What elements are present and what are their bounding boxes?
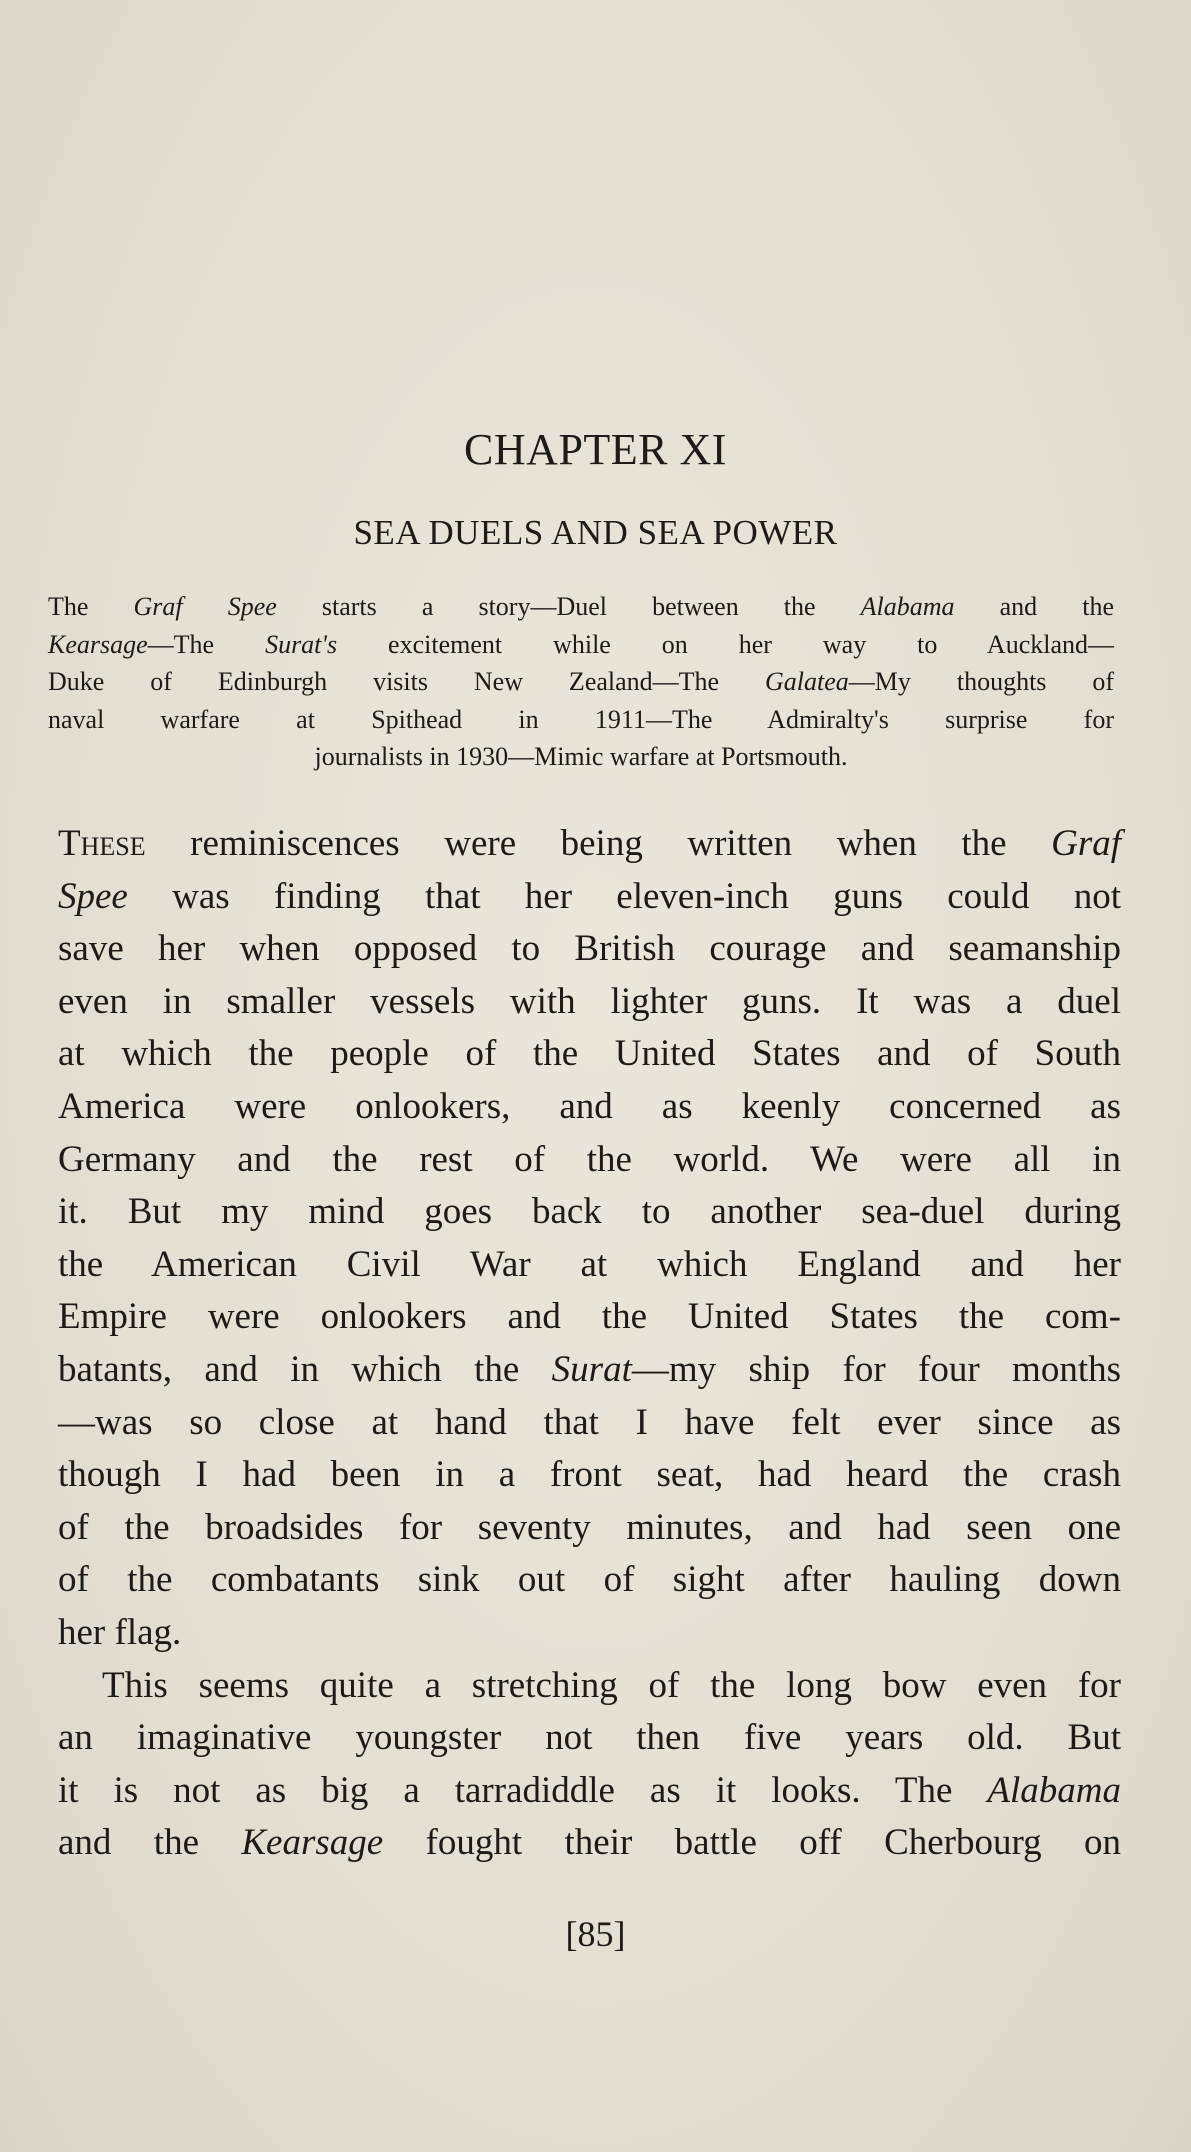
body-line <box>58 1134 1121 1187</box>
text-run: reminiscences were being written when the <box>145 823 1052 864</box>
body-line <box>58 1397 1121 1450</box>
page-number: [85] <box>565 1914 626 1954</box>
synopsis-line <box>48 663 1114 701</box>
italic-run: Kearsage <box>241 1822 384 1864</box>
chapter-number: CHAPTER XI <box>464 425 727 474</box>
italic-run: Alabama <box>860 592 955 621</box>
italic-run: Alabama <box>987 1769 1121 1811</box>
text-run: Empire were onlookers and the United States the com- <box>58 1296 1121 1338</box>
body-line <box>58 1028 1121 1081</box>
text-run: it is not as big a tarradiddle as it looks. The <box>58 1769 988 1811</box>
body-line <box>58 1712 1121 1765</box>
synopsis-line <box>48 701 1114 739</box>
body-line <box>58 1607 1121 1660</box>
text-run: fought their battle off Cherbourg on <box>383 1822 1122 1864</box>
synopsis-line <box>48 738 1114 776</box>
text-run: and the <box>954 592 1114 621</box>
body-line <box>58 1239 1121 1292</box>
text-run: naval warfare at Spithead in 1911—The Admiralty's surprise for <box>48 704 1114 734</box>
text-run: batants, and in which the <box>58 1348 552 1390</box>
italic-run: Galatea <box>765 667 849 697</box>
text-run: America were onlookers, and as keenly concerned as <box>58 1085 1121 1127</box>
body-line <box>58 1186 1121 1239</box>
body-line <box>58 1660 1121 1713</box>
text-run: The <box>48 592 134 621</box>
body-line <box>58 1502 1121 1555</box>
body-line <box>58 1554 1121 1607</box>
small-caps-run: These <box>58 823 146 864</box>
italic-run: Graf Spee <box>133 592 277 621</box>
italic-run: Kearsage <box>48 629 148 659</box>
synopsis-line <box>48 626 1114 664</box>
body-line <box>58 1081 1121 1134</box>
text-run: —My thoughts of <box>848 667 1115 697</box>
italic-run: Surat's <box>265 629 338 659</box>
text-run: was finding that her eleven-inch guns could not <box>127 875 1121 917</box>
body-line <box>58 1817 1121 1870</box>
body-line <box>58 1449 1121 1502</box>
body-line <box>58 1765 1121 1818</box>
text-run: it. But my mind goes back to another sea-duel during <box>58 1191 1121 1233</box>
body-line <box>58 1291 1121 1344</box>
text-run: —The <box>147 629 266 659</box>
italic-run: Graf <box>1051 823 1121 864</box>
text-run: —was so close at hand that I have felt ever since as <box>58 1401 1121 1443</box>
body-line <box>58 818 1121 871</box>
body-line <box>58 923 1121 976</box>
text-run: and the <box>58 1822 242 1864</box>
text-run: of the combatants sink out of sight after hauling down <box>58 1559 1121 1601</box>
text-run: Germany and the rest of the world. We were all in <box>58 1138 1121 1180</box>
synopsis-line <box>48 588 1114 626</box>
text-run: This seems quite a stretching of the long bow even for <box>102 1664 1121 1706</box>
body-line <box>58 1344 1121 1397</box>
text-run: starts a story—Duel between the <box>276 592 861 621</box>
text-run: save her when opposed to British courage and seamanship <box>58 928 1121 970</box>
text-run: excitement while on her way to Auckland— <box>337 629 1115 659</box>
text-run: of the broadsides for seventy minutes, and had seen one <box>58 1506 1121 1548</box>
chapter-title: SEA DUELS AND SEA POWER <box>353 513 838 552</box>
text-run: though I had been in a front seat, had heard the crash <box>58 1454 1121 1496</box>
body-line <box>58 976 1121 1029</box>
text-run: her flag. <box>58 1611 182 1653</box>
italic-run: Surat <box>551 1348 632 1390</box>
body-line <box>58 871 1121 924</box>
text-run: the American Civil War at which England and her <box>58 1243 1121 1285</box>
text-run: —my ship for four months <box>631 1348 1121 1390</box>
italic-run: Spee <box>58 875 128 917</box>
text-run: even in smaller vessels with lighter guns. It was a duel <box>58 980 1121 1022</box>
body-text <box>58 818 1121 1870</box>
text-run: an imaginative youngster not then five years old. But <box>58 1717 1121 1759</box>
chapter-synopsis <box>48 588 1114 776</box>
text-run: journalists in 1930—Mimic warfare at Portsmouth. <box>314 742 848 772</box>
text-run: at which the people of the United States and of South <box>58 1033 1121 1075</box>
text-run: Duke of Edinburgh visits New Zealand—The <box>48 667 766 697</box>
